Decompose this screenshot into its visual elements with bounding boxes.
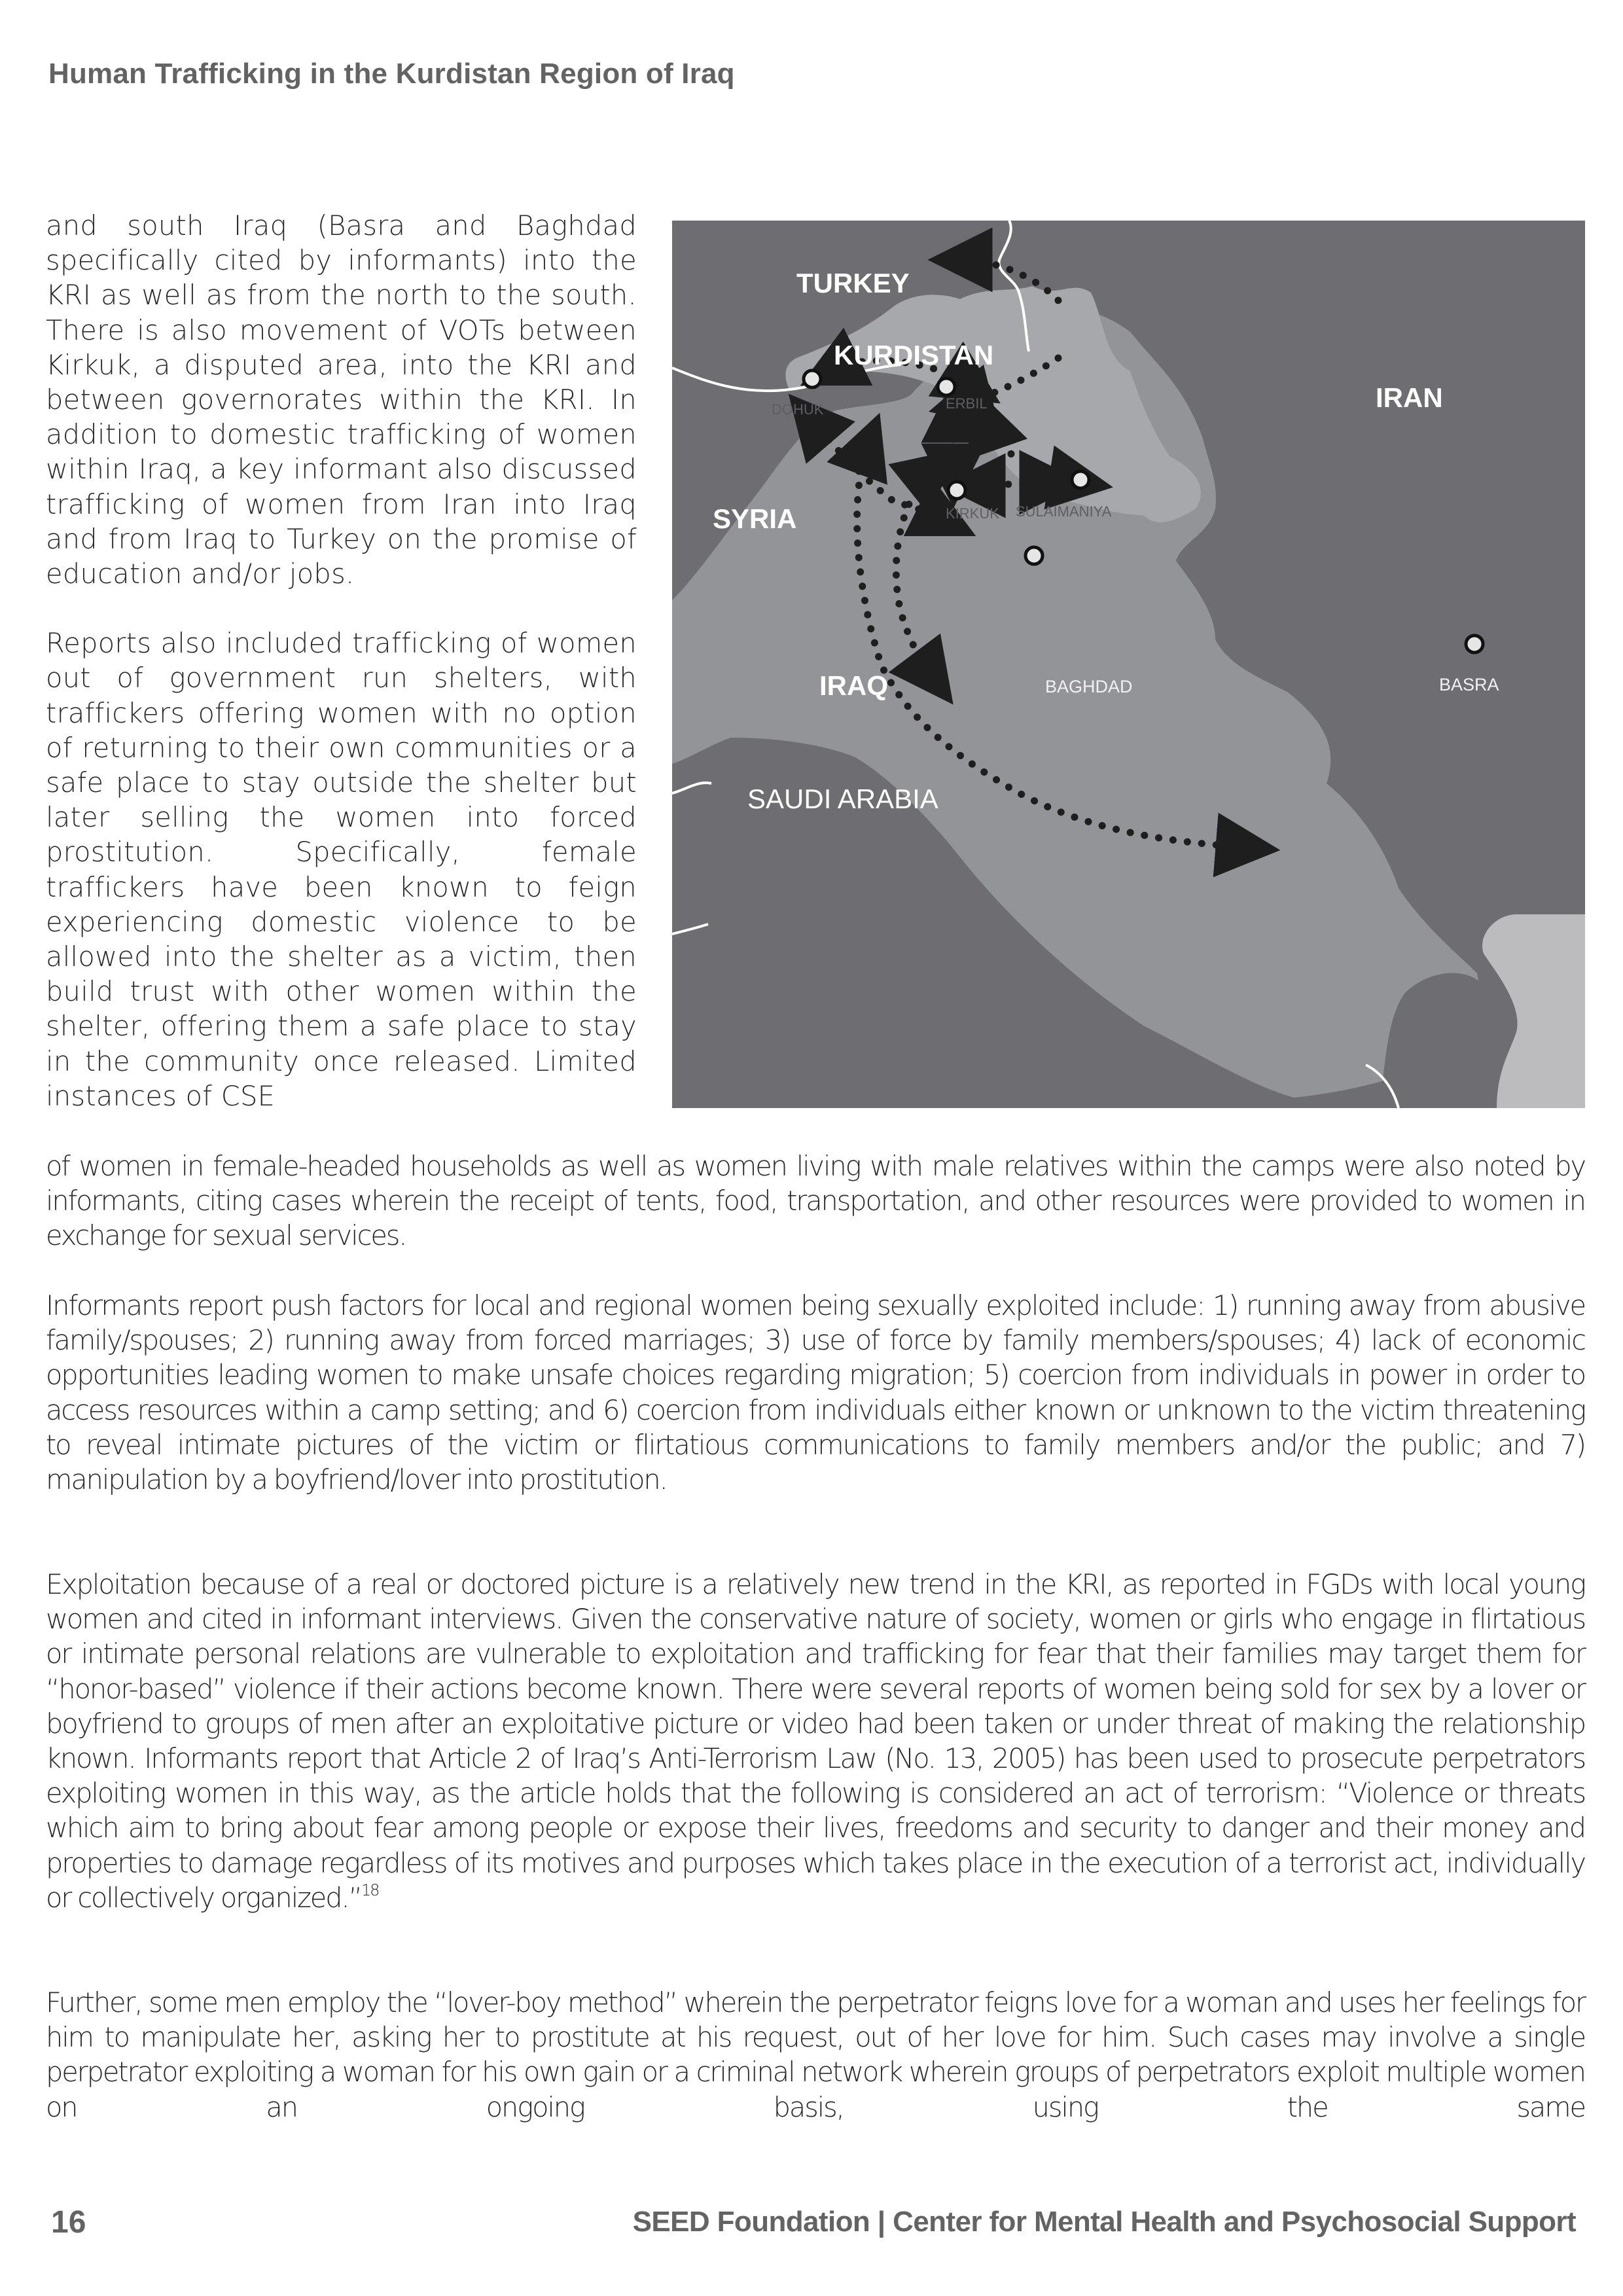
label-iraq: IRAQ: [819, 670, 888, 701]
paragraph-kri-movement: and south Iraq (Basra and Baghdad specifically cited by informants) into the KRI as well as from the north to the south. There is also movement of VOTs between Kirkuk, a disputed area, into the KRI and between governorates within the KRI. In addition to domestic trafficking of women within Iraq, a key informant also discussed trafficking of women from Iran into Iraq and from Iraq to Turkey on the promise of education and/or jobs.: [46, 209, 637, 590]
paragraph-cse-continued: of women in female-headed households as well as women living with male relatives within the camps were also noted by informants, citing cases wherein the receipt of tents, food, transportation, and other resources were provided to women in exchange for sexual services.: [46, 1150, 1585, 1252]
label-saudi-arabia: SAUDI ARABIA: [747, 783, 938, 814]
label-basra: BASRA: [1439, 675, 1499, 694]
label-turkey: TURKEY: [796, 268, 910, 298]
label-iran: IRAN: [1376, 382, 1443, 413]
gulf-shape: [1482, 914, 1585, 1108]
paragraph-lover-boy-block: [46, 1985, 1585, 2125]
trafficking-routes-map: [672, 221, 1585, 1108]
paragraph-shelters: Reports also included trafficking of women out of government run shelters, with traffickers offering women with no option of returning to their own communities or a safe place to stay outside the shelter but later selling the women into forced prostitution. Specifically, female traffickers have been known to feign experiencing domestic violence to be allowed into the shelter as a victim, then build trust with other women within the shelter, offering them a safe place to stay in the community once released. Limited instances of CSE: [46, 627, 637, 1112]
paragraph-push-factors: Informants report push factors for local and regional women being sexually exploited include: 1) running away from abusive family/spouses; 2) running away from forced marriages; 3) use of force by family members/spouses; 4) lack of economic opportunities leading women to make unsafe choices regarding migration; 5) coercion from individuals in power in order to access resources within a camp setting; and 6) coercion from individuals either known or unknown to the victim threatening to reveal intimate pictures of the victim or flirtatious communications to family members and/or the public; and 7) manipulation by a boyfriend/lover into prostitution.: [46, 1289, 1585, 1496]
map-illustration: [672, 221, 1585, 1108]
label-erbil: ERBIL: [946, 395, 988, 412]
label-sulaimaniya: SULAIMANIYA: [1016, 503, 1112, 520]
running-header: Human Trafficking in the Kurdistan Region of Iraq: [48, 58, 735, 90]
paragraph-cse-continued-block: [46, 1149, 1585, 1253]
label-dohuk: DOHUK: [772, 401, 824, 418]
paragraph-push-factors-block: [46, 1288, 1585, 1497]
paragraph-picture-exploitation: [46, 1567, 1585, 1915]
footer-organization: SEED Foundation | Center for Mental Health and Psychosocial Support: [632, 2206, 1576, 2238]
left-column: [46, 208, 637, 1113]
label-kirkuk: KIRKUK: [946, 505, 999, 522]
label-baghdad: BAGHDAD: [1045, 677, 1133, 696]
label-kurdistan: KURDISTAN: [834, 340, 994, 370]
label-syria: SYRIA: [713, 503, 797, 534]
paragraph-lover-boy: Further, some men employ the “lover-boy method” wherein the perpetrator feigns love for a woman and uses her feelings for him to manipulate her, asking her to prostitute at his request, out of her love for him. Such cases may involve a single perpetrator exploiting a woman for his own gain or a criminal network wherein groups of perpetrators exploit multiple women on an ongoing basis, using the same: [46, 1986, 1585, 2123]
paragraph-picture-exploitation-text: Exploitation because of a real or doctored picture is a relatively new trend in the KRI, as reported in FGDs with local young women and cited in informant interviews. Given the conservative nature of society, women or girls who engage in flirtatious or intimate personal relations are vulnerable to exploitation and trafficking for fear that their families may target them for “honor-based” violence if their actions become known. There were several reports of women being sold for sex by a lover or boyfriend to groups of men after an exploitative picture or video had been taken or under threat of making the relationship known. Informants report that Article 2 of Iraq’s Anti-Terrorism Law (No. 13, 2005) has been used to prosecute perpetrators exploiting women in this way, as the article holds that the following is considered an act of terrorism: “Violence or threats which aim to bring about fear among people or expose their lives, freedoms and security to danger and their money and properties to damage regardless of its motives and purposes which takes place in the execution of a terrorist act, individually or collectively organized.”: [46, 1568, 1585, 1914]
page-number: 16: [51, 2205, 86, 2240]
footnote-ref[interactable]: 18: [361, 1880, 379, 1899]
paragraph-picture-exploitation-block: [46, 1567, 1585, 1915]
